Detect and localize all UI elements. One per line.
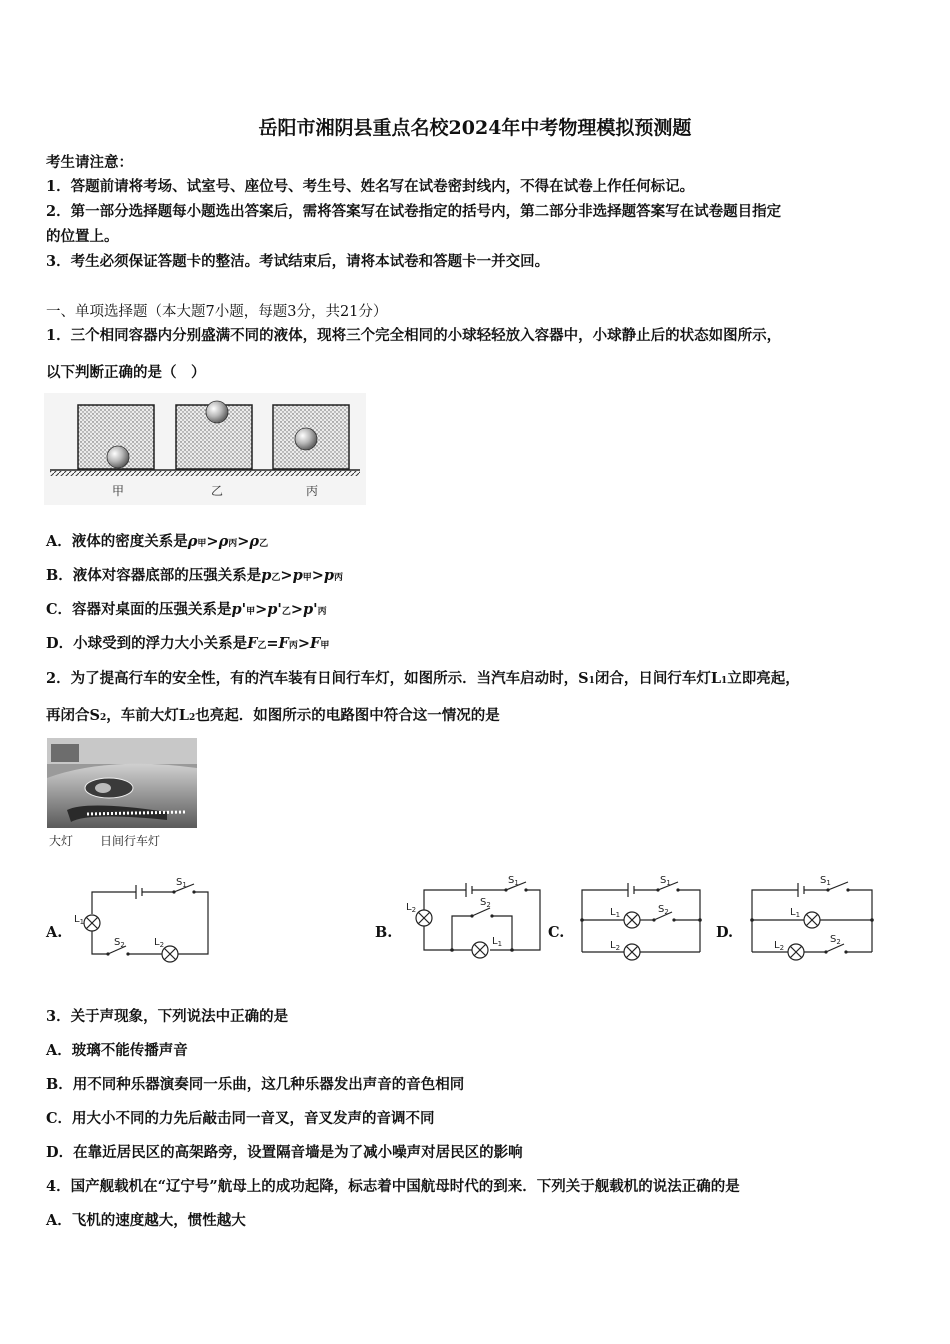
q3-option-c: C．用大小不同的力先后敲击同一音叉，音叉发声的音调不同 — [46, 1110, 435, 1127]
circuit-b — [402, 872, 547, 968]
q2-option-a-letter: A. — [46, 924, 63, 941]
svg-text:S1: $S_1$ — [176, 877, 187, 889]
q4-option-a: A．飞机的速度越大，惯性越大 — [46, 1212, 246, 1229]
section-heading: 一、单项选择题（本大题7小题，每题3分，共21分） — [46, 304, 388, 320]
q1-containers-figure — [44, 393, 366, 505]
svg-text:S2: $S_2$ — [114, 937, 125, 949]
q2-stem-line2: 再闭合S2，车前大灯L2也亮起．如图所示的电路图中符合这一情况的是 — [46, 707, 500, 724]
circuit-d — [744, 872, 880, 968]
svg-text:L1: $L_1$ — [790, 907, 801, 919]
q4-stem: 4．国产舰载机在“辽宁号”航母上的成功起降，标志着中国航母时代的到来．下列关于舰载机的说法正确的是 — [46, 1178, 740, 1195]
q1-option-d: D．小球受到的浮力大小关系是F乙=F丙>F甲 — [46, 635, 330, 652]
ball-jia — [107, 446, 129, 468]
ball-bing — [295, 428, 317, 450]
q1-option-a: A．液体的密度关系是ρ甲>ρ丙>ρ乙 — [46, 533, 269, 550]
q3-stem: 3．关于声现象，下列说法中正确的是 — [46, 1008, 289, 1025]
q1-option-b: B．液体对容器底部的压强关系是p乙>p甲>p丙 — [46, 567, 344, 584]
svg-text:L1: $L_1$ — [74, 914, 85, 926]
svg-text:L2: $L_2$ — [610, 940, 621, 952]
notice-item: 3．考生必须保证答题卡的整洁。考试结束后，请将本试卷和答题卡一并交回。 — [46, 253, 550, 270]
svg-text:L1: $L_1$ — [610, 907, 621, 919]
svg-text:S1: $S_1$ — [820, 875, 831, 887]
svg-text:L2: $L_2$ — [774, 940, 785, 952]
car-headlight-photo — [47, 738, 197, 850]
q1-stem-line2: 以下判断正确的是（ ） — [46, 364, 206, 381]
q3-option-d: D．在靠近居民区的高架路旁，设置隔音墙是为了减小噪声对居民区的影响 — [46, 1144, 523, 1161]
ball-yi — [206, 401, 228, 423]
svg-text:L2: $L_2$ — [406, 902, 417, 914]
svg-text:S2: $S_2$ — [658, 904, 669, 916]
q2-option-b-letter: B. — [375, 924, 393, 941]
label-bing: 丙 — [305, 484, 319, 498]
label-jia: 甲 — [111, 484, 125, 498]
notice-heading: 考生请注意： — [46, 154, 133, 171]
table-surface — [50, 471, 360, 476]
caption-daytime-light: 日间行车灯 — [100, 834, 161, 848]
q1-option-c: C．容器对桌面的压强关系是p'甲>p'乙>p'丙 — [46, 601, 327, 618]
svg-text:S2: $S_2$ — [830, 934, 841, 946]
svg-text:S1: $S_1$ — [508, 875, 519, 887]
notice-item: 2．第一部分选择题每小题选出答案后，需将答案写在试卷指定的括号内，第二部分非选择题答案写在试卷题目指定 — [46, 203, 782, 220]
q3-option-a: A．玻璃不能传播声音 — [46, 1042, 188, 1059]
caption-headlight: 大灯 — [49, 834, 74, 848]
q2-option-c-letter: C. — [548, 924, 565, 941]
circuit-a — [70, 874, 215, 966]
circuit-c — [574, 872, 709, 968]
svg-text:S2: $S_2$ — [480, 897, 491, 909]
q2-stem-line1: 2．为了提高行车的安全性，有的汽车装有日间行车灯，如图所示．当汽车启动时，S1闭合，日间行车灯L1立即亮起， — [46, 670, 800, 687]
page-title: 岳阳市湘阴县重点名校2024年中考物理模拟预测题 — [258, 117, 692, 139]
q3-option-b: B．用不同种乐器演奏同一乐曲，这几种乐器发出声音的音色相同 — [46, 1076, 465, 1093]
q2-option-d-letter: D. — [716, 924, 734, 941]
notice-item: 的位置上。 — [46, 228, 119, 245]
notice-item: 1．答题前请将考场、试室号、座位号、考生号、姓名写在试卷密封线内，不得在试卷上作任何标记。 — [46, 178, 695, 195]
svg-text:S1: $S_1$ — [660, 875, 671, 887]
svg-text:L2: $L_2$ — [154, 937, 165, 949]
q1-stem-line1: 1．三个相同容器内分别盛满不同的液体，现将三个完全相同的小球轻轻放入容器中，小球静止后的状态如图所示， — [46, 327, 782, 344]
label-yi: 乙 — [210, 484, 224, 498]
svg-text:L1: $L_1$ — [492, 936, 503, 948]
